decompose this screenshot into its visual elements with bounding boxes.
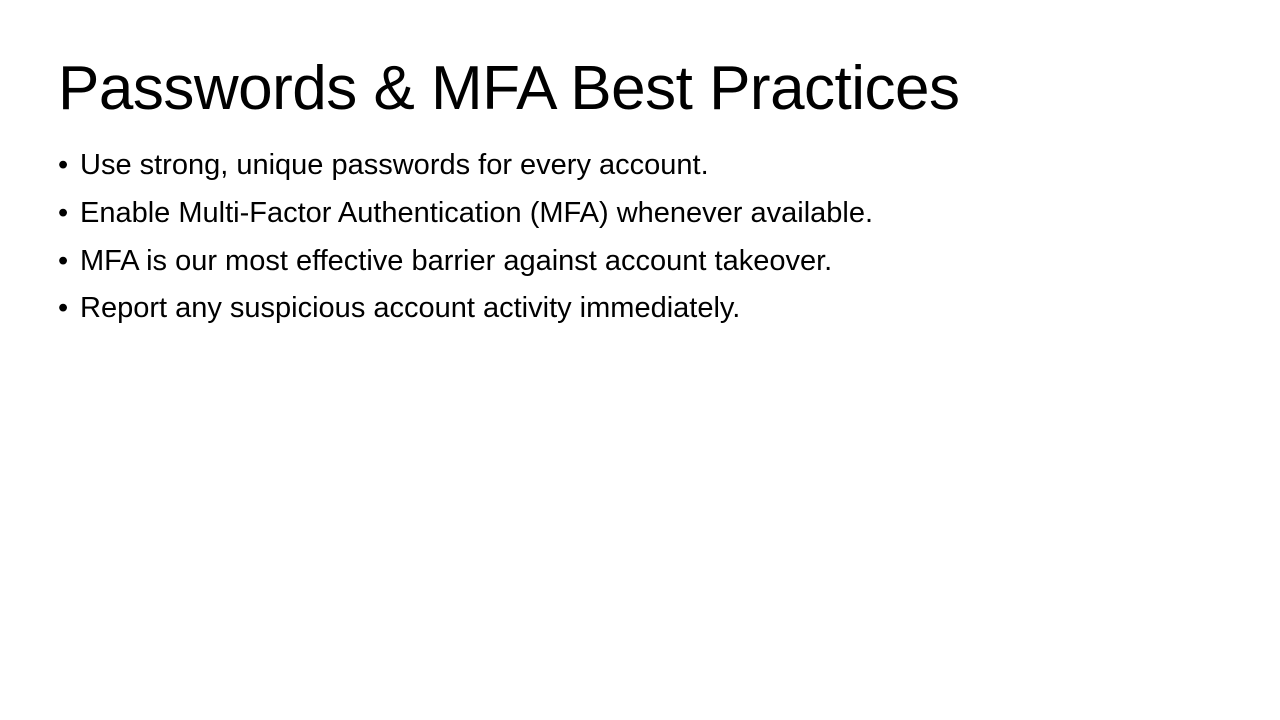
bullet-item [58, 238, 1220, 286]
bullet-marker-icon: • [58, 149, 69, 182]
bullet-marker-icon: • [58, 292, 69, 325]
bullet-item [58, 142, 1220, 190]
slide-title: Passwords & MFA Best Practices [58, 54, 960, 123]
bullet-marker-icon: • [58, 244, 69, 277]
bullet-list [58, 142, 1220, 332]
bullet-text: Enable Multi-Factor Authentication (MFA) whenever available. [80, 196, 874, 229]
bullet-text: MFA is our most effective barrier against account takeover. [80, 244, 833, 277]
bullet-marker-icon: • [58, 196, 69, 229]
bullet-item [58, 190, 1220, 238]
bullet-text: Report any suspicious account activity immediately. [80, 292, 741, 325]
bullet-item [58, 285, 1220, 333]
bullet-text: Use strong, unique passwords for every account. [80, 149, 709, 182]
